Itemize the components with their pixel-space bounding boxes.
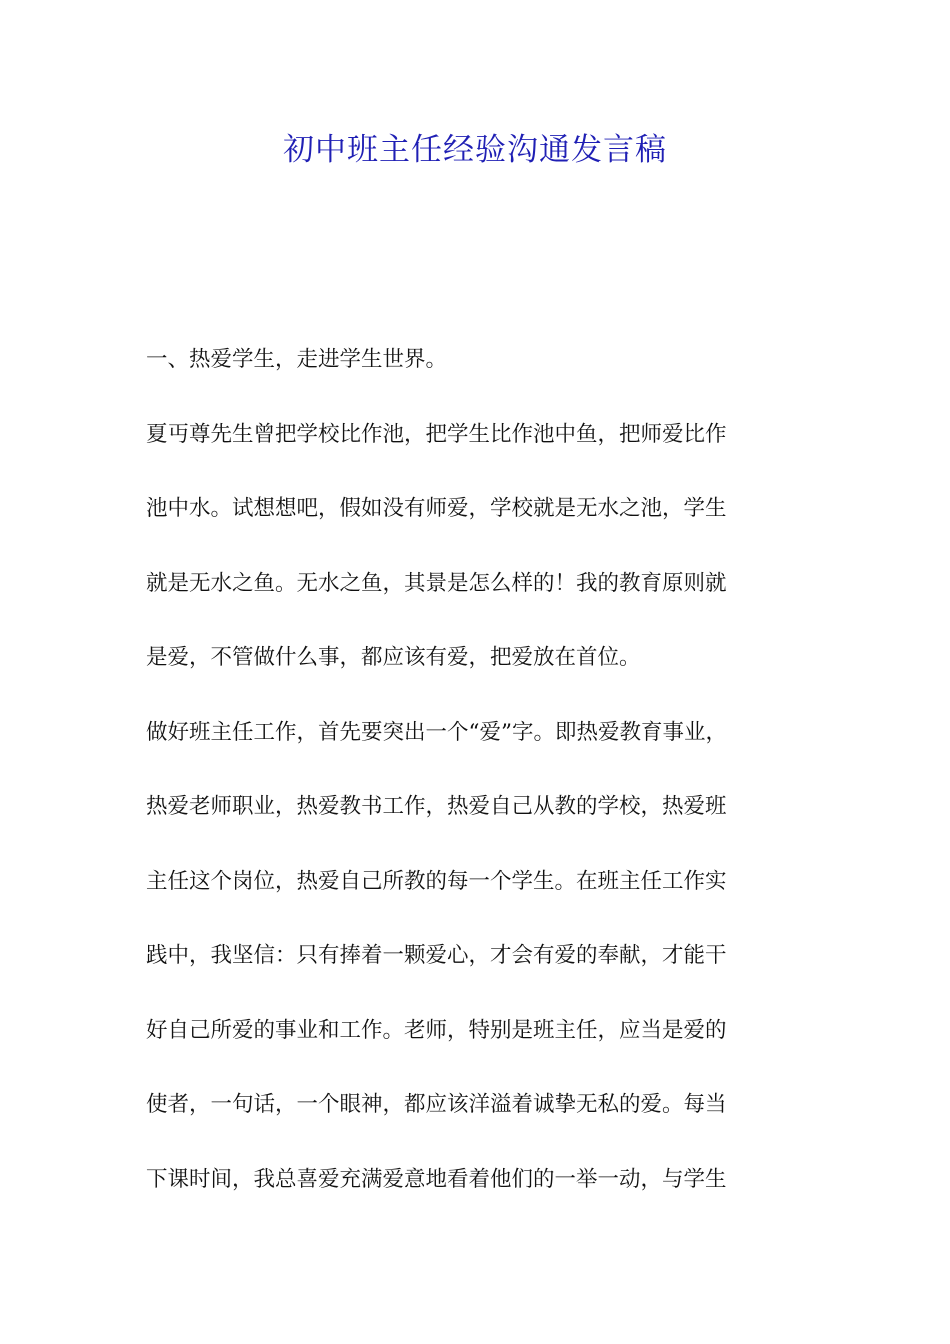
- text-line: 主任这个岗位，热爱自己所教的每一个学生。在班主任工作实: [146, 868, 727, 894]
- text-line: 下课时间，我总喜爱充满爱意地看着他们的一举一动，与学生: [146, 1166, 727, 1192]
- text-line: 池中水。试想想吧，假如没有师爱，学校就是无水之池，学生: [146, 496, 727, 521]
- text-line: 是爱，不管做什么事，都应该有爱，把爱放在首位。: [146, 645, 641, 670]
- document-body: [146, 340, 808, 1234]
- text-line: 使者，一句话，一个眼神，都应该洋溢着诚挚无私的爱。每当: [146, 1092, 727, 1117]
- text-line: 好自己所爱的事业和工作。老师，特别是班主任，应当是爱的: [146, 1017, 727, 1043]
- document-title: 初中班主任经验沟通发言稿: [283, 132, 667, 168]
- text-line: 一、热爱学生，走进学生世界。: [146, 347, 448, 372]
- text-line: 做好班主任工作，首先要突出一个“爱”字。即热爱教育事业，: [146, 719, 727, 745]
- text-line: 夏丏尊先生曾把学校比作池，把学生比作池中鱼，把师爱比作: [146, 421, 727, 447]
- text-line: 践中，我坚信：只有捧着一颗爱心，才会有爱的奉献，才能干: [146, 943, 727, 968]
- text-line: 热爱老师职业，热爱教书工作，热爱自己从教的学校，热爱班: [146, 794, 727, 819]
- text-line: 就是无水之鱼。无水之鱼，其景是怎么样的！我的教育原则就: [146, 570, 727, 596]
